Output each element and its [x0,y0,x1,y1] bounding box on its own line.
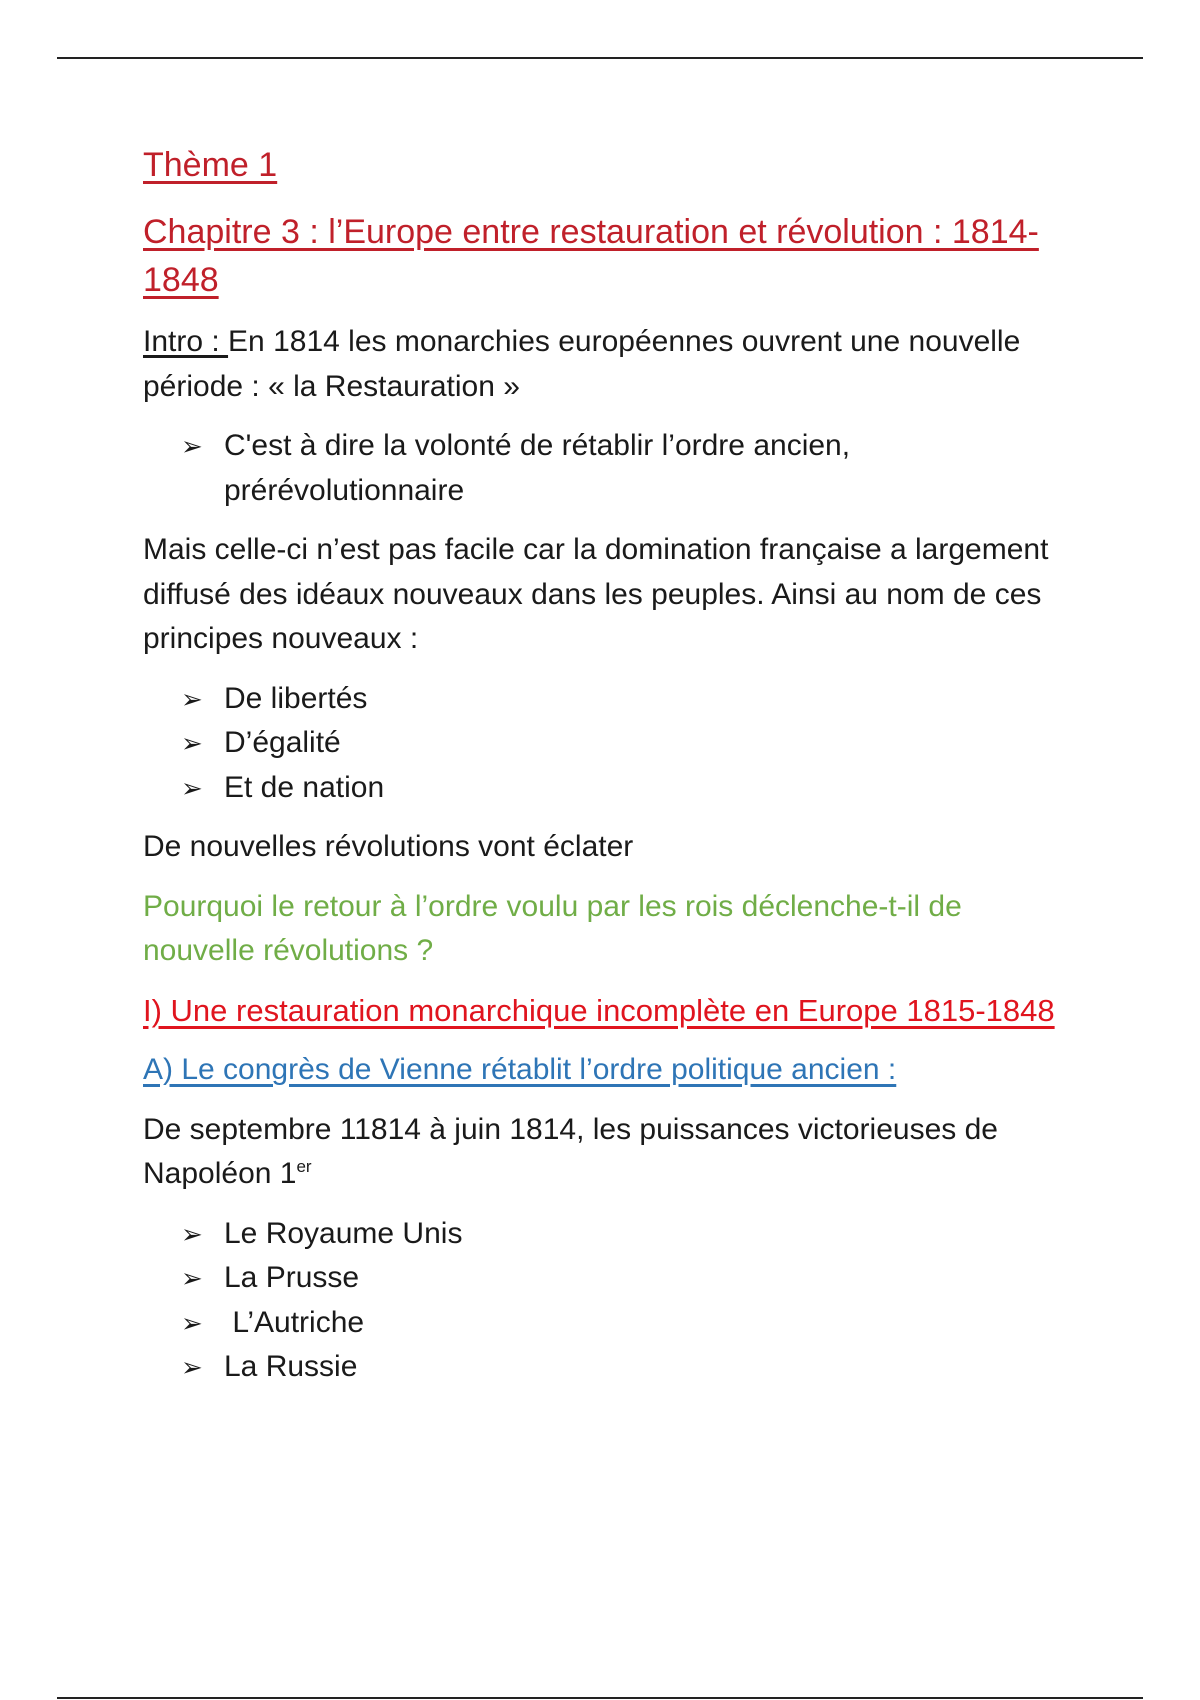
list-item: ➢ La Prusse [181,1256,1073,1301]
chapter-title: Chapitre 3 : l’Europe entre restauration et révolution : 1814-1848 [143,213,1039,299]
list-item: ➢ La Russie [181,1345,1073,1390]
problematic-question: Pourquoi le retour à l’ordre voulu par les rois déclenche-t-il de nouvelle révolutions ? [143,889,962,967]
list-item: ➢ C'est à dire la volonté de rétablir l’ordre ancien, prérévolutionnaire [181,424,1073,513]
list-item: ➢ Le Royaume Unis [181,1212,1073,1257]
theme-heading: Thème 1 [143,146,278,184]
paragraph-vienna: De septembre 11814 à juin 1814, les puissances victorieuses de Napoléon 1er [143,1112,998,1190]
list-item: ➢ Et de nation [181,766,1073,811]
paragraph-domination: Mais celle-ci n’est pas facile car la domination française a largement diffusé des idéaux nouveaux dans les peuples. Ainsi au nom de ces principes nouveaux : [143,533,1049,655]
arrow-bullet-icon: ➢ [181,728,203,758]
list-item: ➢ D’égalité [181,721,1073,766]
arrow-bullet-icon: ➢ [181,772,203,803]
list-item: ➢ De libertés [181,677,1073,722]
arrow-bullet-icon: ➢ [181,1352,203,1382]
intro-label: Intro : [143,325,229,358]
bottom-rule [57,1697,1143,1699]
subsection-heading-a: A) Le congrès de Vienne rétablit l’ordre politique ancien : [143,1053,897,1086]
document-page [143,140,1073,1405]
arrow-bullet-icon: ➢ [181,1218,203,1249]
powers-list [143,1212,1073,1390]
intro-paragraph [143,320,1073,409]
paragraph-revolutions: De nouvelles révolutions vont éclater [143,830,634,863]
top-rule [57,57,1143,59]
arrow-bullet-icon: ➢ [181,683,203,714]
arrow-bullet-icon: ➢ [181,1263,203,1293]
intro-points-list [143,424,1073,513]
arrow-bullet-icon: ➢ [181,1307,203,1338]
principles-list [143,677,1073,811]
arrow-bullet-icon: ➢ [181,431,203,461]
superscript: er [296,1157,312,1176]
intro-text: En 1814 les monarchies européennes ouvrent une nouvelle période : « la Restauration » [143,325,1021,403]
section-heading-1: I) Une restauration monarchique incomplète en Europe 1815-1848 [143,992,1055,1028]
list-item: ➢ L’Autriche [181,1301,1073,1346]
